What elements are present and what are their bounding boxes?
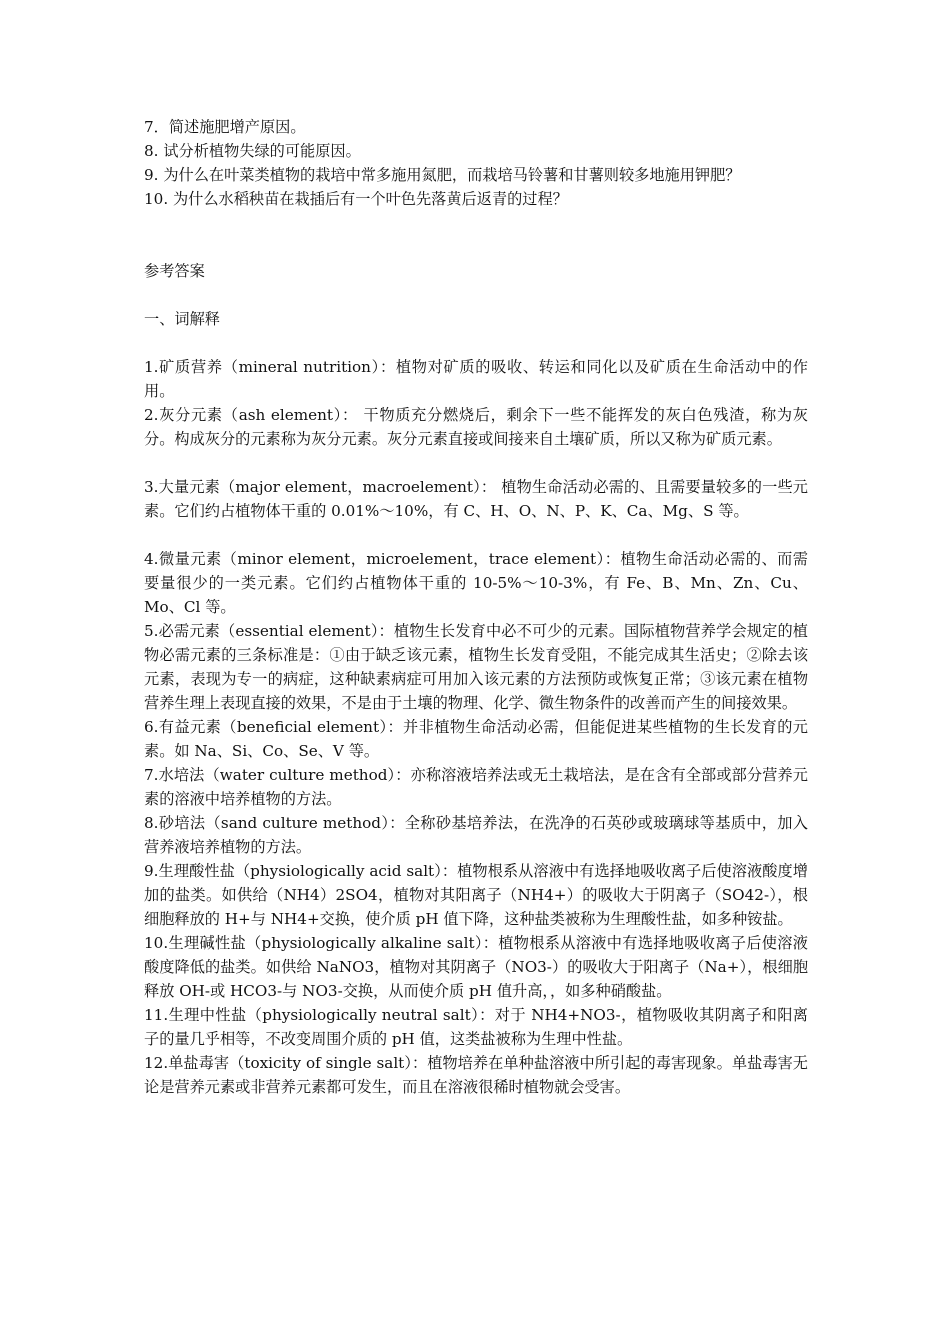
paragraph-gap bbox=[144, 451, 808, 475]
definition-entry: 8.砂培法（sand culture method）：全称砂基培养法，在洗净的石英砂或玻璃球等基质中，加入营养液培养植物的方法。 bbox=[144, 814, 808, 856]
document-page bbox=[144, 115, 808, 1099]
definition-entry: 12.单盐毒害（toxicity of single salt）：植物培养在单种盐溶液中所引起的毒害现象。单盐毒害无论是营养元素或非营养元素都可发生，而且在溶液很稀时植物就会受害。 bbox=[144, 1054, 808, 1096]
definition-entry: 9.生理酸性盐（physiologically acid salt）：植物根系从溶液中有选择地吸收离子后使溶液酸度增加的盐类。如供给（NH4）2SO4，植物对其阳离子（NH4+）的吸收大于阴离子（SO42-），根细胞释放的 H+与 NH4+交换，使介质 pH 值下降，这种盐类被称为生理酸性盐，如多种铵盐。 bbox=[144, 862, 808, 928]
definition-entry: 1.矿质营养（mineral nutrition）：植物对矿质的吸收、转运和同化以及矿质在生命活动中的作用。 bbox=[144, 358, 808, 400]
definition-entry: 7.水培法（water culture method）：亦称溶液培养法或无土栽培法，是在含有全部或部分营养元素的溶液中培养植物的方法。 bbox=[144, 766, 808, 808]
definition-entry: 4.微量元素（minor element，microelement，trace element）：植物生命活动必需的、而需要量很少的一类元素。它们约占植物体干重的 10-5%～10-3%，有 Fe、B、Mn、Zn、Cu、Mo、Cl 等。 bbox=[144, 550, 808, 616]
definition-entry: 5.必需元素（essential element）：植物生长发育中必不可少的元素。国际植物营养学会规定的植物必需元素的三条标准是：①由于缺乏该元素，植物生长发育受阻，不能完成其生活史；②除去该元素，表现为专一的病症，这种缺素病症可用加入该元素的方法预防或恢复正常；③该元素在植物营养生理上表现直接的效果，不是由于土壤的物理、化学、微生物条件的改善而产生的间接效果。 bbox=[144, 622, 808, 712]
paragraph-gap bbox=[144, 523, 808, 547]
definition-entry: 6.有益元素（beneficial element）：并非植物生命活动必需，但能促进某些植物的生长发育的元素。如 Na、Si、Co、Se、V 等。 bbox=[144, 718, 808, 760]
question-item: 10. 为什么水稻秧苗在栽插后有一个叶色先落黄后返青的过程？ bbox=[144, 190, 568, 208]
definition-entry: 2.灰分元素（ash element）： 干物质充分燃烧后，剩余下一些不能挥发的灰白色残渣，称为灰分。构成灰分的元素称为灰分元素。灰分元素直接或间接来自土壤矿质，所以又称为矿质元素。 bbox=[144, 406, 808, 448]
question-item: 9. 为什么在叶菜类植物的栽培中常多施用氮肥，而栽培马铃薯和甘薯则较多地施用钾肥？ bbox=[144, 166, 741, 184]
definition-entry: 10.生理碱性盐（physiologically alkaline salt）：植物根系从溶液中有选择地吸收离子后使溶液酸度降低的盐类。如供给 NaNO3，植物对其阴离子（NO3-）的吸收大于阳离子（Na+），根细胞释放 OH-或 HCO3-与 NO3-交换，从而使介质 pH 值升高，，如多种硝酸盐。 bbox=[144, 934, 808, 1000]
definition-entry: 3.大量元素（major element，macroelement）： 植物生命活动必需的、且需要量较多的一些元素。它们约占植物体干重的 0.01%～10%，有 C、H、O、N、P、K、Ca、Mg、S 等。 bbox=[144, 478, 808, 520]
answers-heading: 参考答案 bbox=[144, 262, 205, 280]
section-heading: 一、词解释 bbox=[144, 310, 220, 328]
definition-entry: 11.生理中性盐（physiologically neutral salt）：对于 NH4+NO3-，植物吸收其阴离子和阳离子的量几乎相等，不改变周围介质的 pH 值，这类盐被称为生理中性盐。 bbox=[144, 1006, 808, 1048]
question-item: 7．简述施肥增产原因。 bbox=[144, 118, 306, 136]
question-list bbox=[144, 115, 808, 211]
question-item: 8. 试分析植物失绿的可能原因。 bbox=[144, 142, 361, 160]
